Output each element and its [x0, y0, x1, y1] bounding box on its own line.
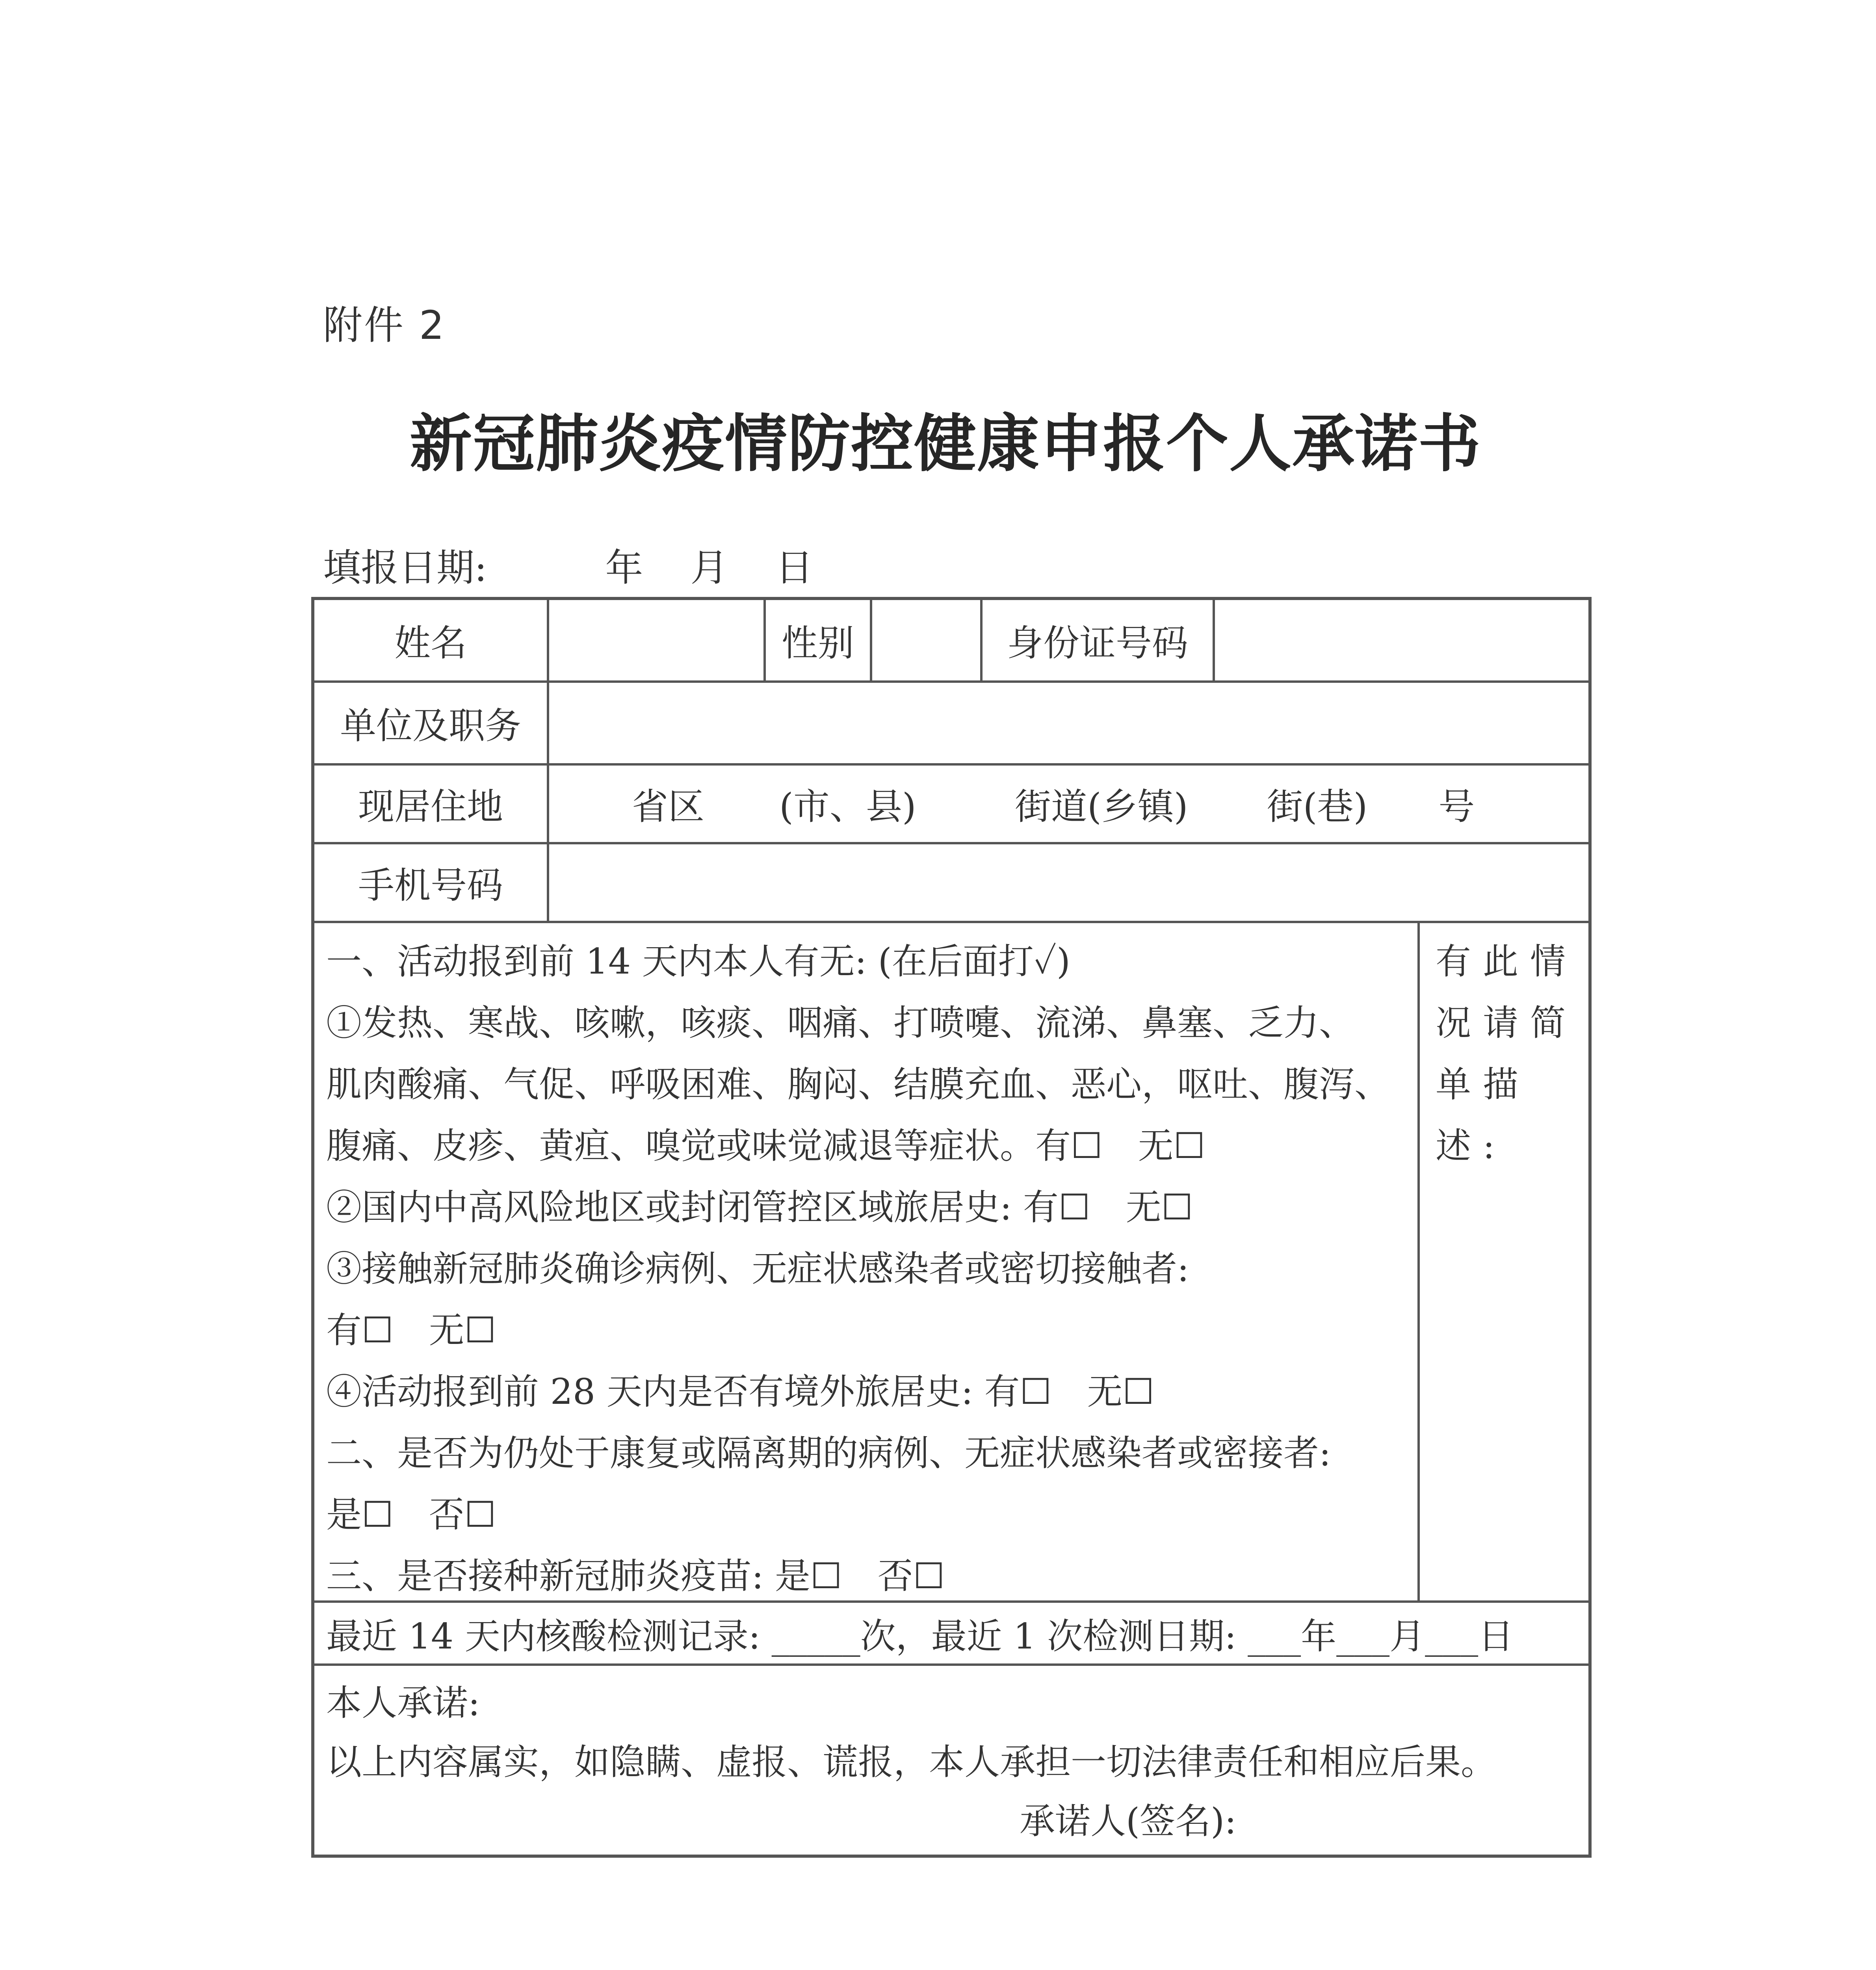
address-field[interactable]	[547, 766, 1588, 842]
address-province: 省区	[632, 786, 705, 828]
question-line[interactable]: 腹痛、皮疹、黄疸、嗅觉或味觉减退等症状。有☐ 无☐	[326, 1125, 1205, 1167]
nat-record[interactable]: 最近 14 天内核酸检测记录: _____次，最近 1 次检测日期: ___年___月___日	[326, 1616, 1514, 1657]
unit-field[interactable]	[547, 683, 1588, 763]
address-label: 现居住地	[358, 786, 503, 828]
gender-field[interactable]	[870, 600, 980, 680]
gender-label: 性别	[763, 600, 870, 680]
question-line[interactable]: 有☐ 无☐	[326, 1310, 496, 1351]
question-line: 一、活动报到前 14 天内本人有无: (在后面打✓)	[326, 941, 1070, 982]
row-unit	[314, 683, 1588, 766]
fill-date-month: 月	[690, 546, 728, 590]
fill-date-label: 填报日期:	[323, 546, 487, 590]
question-line[interactable]: 三、是否接种新冠肺炎疫苗: 是☐ 否☐	[326, 1556, 945, 1597]
page-title: 新冠肺炎疫情防控健康申报个人承诺书	[410, 407, 1481, 480]
fill-date-day: 日	[775, 546, 814, 590]
phone-field[interactable]	[547, 844, 1588, 921]
side-note[interactable]: 有此情况请简单描述:	[1417, 923, 1588, 1600]
address-lane: 街(巷)	[1267, 786, 1368, 828]
declaration-form	[311, 597, 1592, 1858]
row-nat-record	[314, 1603, 1588, 1666]
question-line: ①发热、寒战、咳嗽，咳痰、咽痛、打喷嚏、流涕、鼻塞、乏力、	[326, 1002, 1354, 1044]
address-street: 街道(乡镇)	[1014, 786, 1188, 828]
row-identity	[314, 600, 1588, 683]
question-line: ③接触新冠肺炎确诊病例、无症状感染者或密切接触者:	[326, 1248, 1189, 1290]
question-line: 肌肉酸痛、气促、呼吸困难、胸闷、结膜充血、恶心，呕吐、腹泻、	[326, 1064, 1390, 1105]
question-line[interactable]: ②国内中高风险地区或封闭管控区域旅居史: 有☐ 无☐	[326, 1187, 1193, 1228]
address-city: (市、县)	[779, 786, 916, 828]
fill-date	[323, 538, 813, 592]
question-line[interactable]: ④活动报到前 28 天内是否有境外旅居史: 有☐ 无☐	[326, 1371, 1155, 1412]
name-label: 姓名	[394, 622, 467, 664]
row-health-questions	[314, 923, 1588, 1603]
name-field[interactable]	[547, 600, 763, 680]
unit-label: 单位及职务	[340, 705, 521, 747]
address-number: 号	[1438, 786, 1475, 828]
promise-text: 以上内容属实，如隐瞒、虚报、谎报，本人承担一切法律责任和相应后果。	[326, 1741, 1496, 1783]
health-questions	[314, 923, 1417, 1600]
signature-label[interactable]: 承诺人(签名):	[1020, 1801, 1237, 1842]
fill-date-year: 年	[605, 546, 643, 590]
promise-title: 本人承诺:	[326, 1682, 480, 1724]
question-line: 二、是否为仍处于康复或隔离期的病例、无症状感染者或密接者:	[326, 1433, 1331, 1474]
phone-label: 手机号码	[358, 864, 503, 907]
promise-section	[314, 1666, 1588, 1855]
id-field[interactable]	[1213, 600, 1588, 680]
id-label: 身份证号码	[980, 600, 1213, 680]
attachment-label: 附件 2	[323, 302, 446, 348]
question-line[interactable]: 是☐ 否☐	[326, 1494, 496, 1535]
row-address	[314, 766, 1588, 844]
row-phone	[314, 844, 1588, 923]
